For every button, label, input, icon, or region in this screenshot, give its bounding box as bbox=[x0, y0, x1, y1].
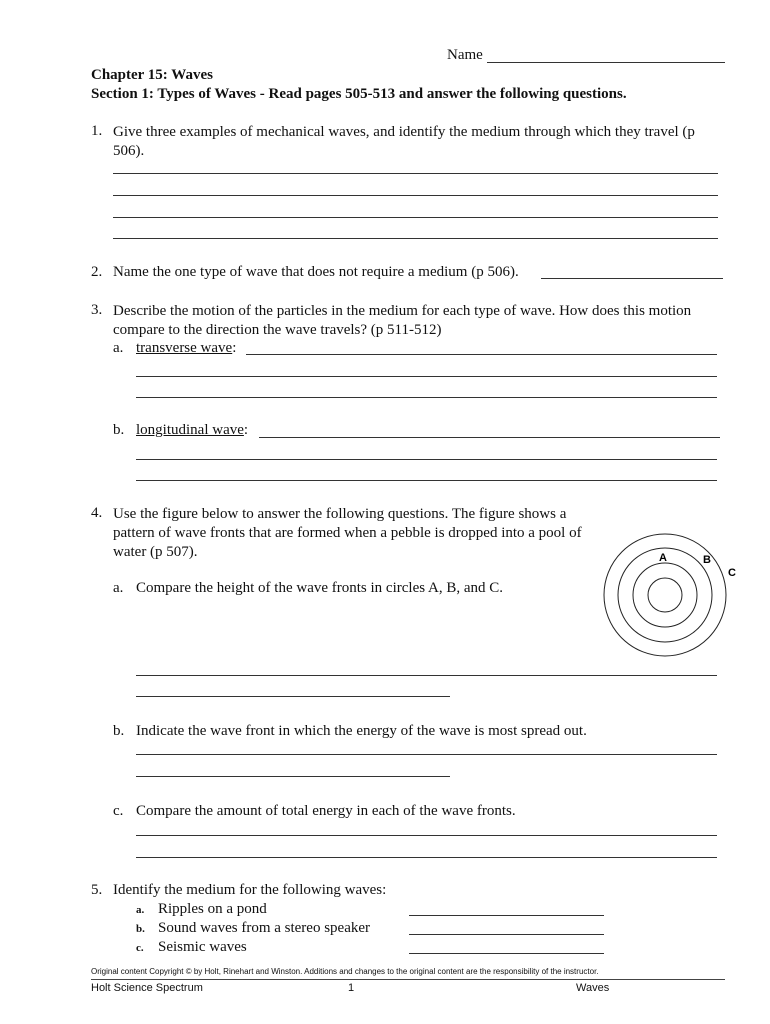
q1-answer-line[interactable] bbox=[113, 217, 718, 218]
q3a-answer-line[interactable] bbox=[246, 354, 717, 355]
q3a-label: transverse wave bbox=[136, 340, 233, 356]
q1-number: 1. bbox=[91, 123, 103, 139]
q4a-answer-line[interactable] bbox=[136, 696, 450, 697]
q5a-text: Ripples on a pond bbox=[158, 901, 267, 917]
q4b-text: Indicate the wave front in which the energy of the wave is most spread out. bbox=[136, 723, 587, 739]
q3a-letter: a. bbox=[113, 340, 124, 356]
colon: : bbox=[243, 422, 249, 438]
figure-label-c: C bbox=[728, 567, 736, 579]
q5c-letter: c. bbox=[136, 942, 144, 954]
q2-text: Name the one type of wave that does not require a medium (p 506). bbox=[113, 264, 519, 280]
q4c-answer-line[interactable] bbox=[136, 835, 717, 836]
wave-front-circle-a bbox=[633, 563, 697, 627]
colon: : bbox=[232, 340, 237, 356]
q3b-answer-line[interactable] bbox=[136, 459, 717, 460]
q4-number: 4. bbox=[91, 505, 103, 521]
q4b-letter: b. bbox=[113, 723, 125, 739]
q5-text: Identify the medium for the following waves: bbox=[113, 882, 387, 898]
q3b-answer-line[interactable] bbox=[259, 437, 720, 438]
q4a-answer-line[interactable] bbox=[136, 675, 717, 676]
q5b-letter: b. bbox=[136, 923, 145, 935]
chapter-title: Chapter 15: Waves bbox=[91, 67, 213, 83]
figure-label-a: A bbox=[659, 552, 667, 564]
q1-answer-line[interactable] bbox=[113, 238, 718, 239]
q1-answer-line[interactable] bbox=[113, 173, 718, 174]
wave-fronts-figure bbox=[596, 528, 746, 668]
copyright-notice: Original content Copyright © by Holt, Rinehart and Winston. Additions and changes to the original content are the responsibility of the instructor. bbox=[91, 967, 599, 976]
section-title: Section 1: Types of Waves - Read pages 505-513 and answer the following questions. bbox=[91, 86, 627, 102]
q5a-answer-line[interactable] bbox=[409, 915, 604, 916]
q4c-answer-line[interactable] bbox=[136, 857, 717, 858]
q2-number: 2. bbox=[91, 264, 103, 280]
q3b-label: longitudinal wave bbox=[136, 422, 244, 438]
q4c-text: Compare the amount of total energy in each of the wave fronts. bbox=[136, 803, 516, 819]
footer-divider bbox=[91, 979, 725, 980]
name-blank[interactable] bbox=[487, 62, 725, 63]
q3b-answer-line[interactable] bbox=[136, 480, 717, 481]
q5b-text: Sound waves from a stereo speaker bbox=[158, 920, 371, 936]
footer-chapter-name: Waves bbox=[576, 982, 610, 994]
wave-front-circle-center bbox=[648, 578, 682, 612]
q4c-letter: c. bbox=[113, 803, 124, 819]
q5-number: 5. bbox=[91, 882, 103, 898]
footer-book-title: Holt Science Spectrum bbox=[91, 982, 203, 994]
q1-answer-line[interactable] bbox=[113, 195, 718, 196]
q2-answer-line[interactable] bbox=[541, 278, 723, 279]
footer-page-number: 1 bbox=[348, 982, 355, 994]
q5b-answer-line[interactable] bbox=[409, 934, 604, 935]
q4b-answer-line[interactable] bbox=[136, 776, 450, 777]
name-label: Name bbox=[447, 47, 483, 63]
q3a-answer-line[interactable] bbox=[136, 376, 717, 377]
q3-number: 3. bbox=[91, 302, 103, 318]
q4-text: Use the figure below to answer the following questions. The figure shows a pattern of wave fronts that are formed when a pebble is dropped into a pool of water (p 507). bbox=[113, 506, 582, 560]
q3b-letter: b. bbox=[113, 422, 125, 438]
q5c-text: Seismic waves bbox=[158, 939, 247, 955]
q3a-answer-line[interactable] bbox=[136, 397, 717, 398]
q1-text: Give three examples of mechanical waves, and identify the medium through which they travel (p 506). bbox=[113, 124, 695, 159]
q4b-answer-line[interactable] bbox=[136, 754, 717, 755]
figure-label-b: B bbox=[703, 554, 711, 566]
q3-text: Describe the motion of the particles in the medium for each type of wave. How does this motion compare to the direction the wave travels? (p 511-512) bbox=[113, 303, 692, 338]
q5a-letter: a. bbox=[136, 904, 145, 916]
q4a-letter: a. bbox=[113, 580, 124, 596]
q4a-text: Compare the height of the wave fronts in circles A, B, and C. bbox=[136, 580, 503, 596]
q5c-answer-line[interactable] bbox=[409, 953, 604, 954]
